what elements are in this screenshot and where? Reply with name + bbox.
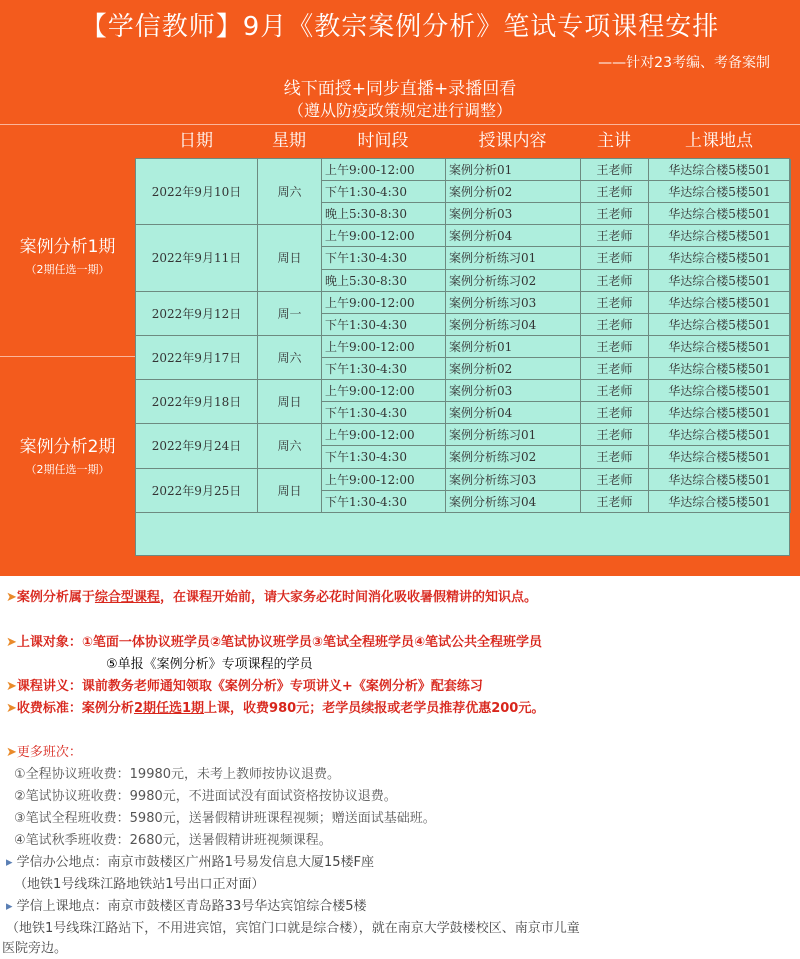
triangle-bullet-icon: ▸ — [6, 899, 17, 914]
content-cell: 案例分析练习04 — [446, 314, 581, 336]
teacher-cell: 王老师 — [581, 446, 649, 468]
arrow-icon: ➤ — [6, 701, 17, 716]
location-cell: 华达综合楼5楼501 — [649, 270, 791, 292]
target-line: ➤上课对象：①笔面一体协议班学员②笔试协议班学员③笔试全程班学员④笔试公共全程班学员 — [6, 635, 542, 650]
time-cell: 下午1:30-4:30 — [322, 314, 446, 336]
column-header-time: 时间段 — [357, 131, 409, 151]
teaching-mode-note: （遵从防疫政策规定进行调整） — [287, 101, 512, 120]
location-cell: 华达综合楼5楼501 — [649, 380, 791, 402]
page-subtitle: ——针对23考编、考备案制 — [598, 55, 770, 71]
content-cell: 案例分析练习04 — [446, 491, 581, 513]
content-cell: 案例分析练习02 — [446, 446, 581, 468]
group-note: （2期任选一期） — [25, 263, 110, 276]
teacher-cell: 王老师 — [581, 270, 649, 292]
time-cell: 下午1:30-4:30 — [322, 358, 446, 380]
teacher-cell: 王老师 — [581, 402, 649, 424]
content-cell: 案例分析04 — [446, 225, 581, 247]
location-cell: 华达综合楼5楼501 — [649, 336, 791, 358]
group-label-2 — [0, 432, 135, 477]
teacher-cell: 王老师 — [581, 424, 649, 446]
weekday-cell: 周日 — [258, 225, 322, 291]
content-cell: 案例分析练习03 — [446, 469, 581, 491]
location-cell: 华达综合楼5楼501 — [649, 203, 791, 225]
time-cell: 下午1:30-4:30 — [322, 446, 446, 468]
target-line-2: ⑤单报《案例分析》专项课程的学员 — [106, 657, 313, 672]
more-class-4: ④笔试秋季班收费：2680元，送暑假精讲班视频课程。 — [14, 833, 332, 848]
content-cell: 案例分析练习01 — [446, 247, 581, 269]
class-address: ▸ 学信上课地点：南京市鼓楼区青岛路33号华达宾馆综合楼5楼 — [6, 899, 367, 914]
weekday-cell: 周六 — [258, 424, 322, 468]
teacher-cell: 王老师 — [581, 336, 649, 358]
location-cell: 华达综合楼5楼501 — [649, 424, 791, 446]
teacher-cell: 王老师 — [581, 380, 649, 402]
time-cell: 上午9:00-12:00 — [322, 292, 446, 314]
group-divider — [0, 356, 135, 357]
time-cell: 上午9:00-12:00 — [322, 469, 446, 491]
teacher-cell: 王老师 — [581, 292, 649, 314]
triangle-bullet-icon: ▸ — [6, 855, 17, 870]
page-title: 【学信教师】9月《教宗案例分析》笔试专项课程安排 — [80, 12, 720, 42]
arrow-icon: ➤ — [6, 635, 17, 650]
teacher-cell: 王老师 — [581, 181, 649, 203]
content-cell: 案例分析04 — [446, 402, 581, 424]
time-cell: 下午1:30-4:30 — [322, 247, 446, 269]
location-cell: 华达综合楼5楼501 — [649, 402, 791, 424]
class-address-note-2: 医院旁边。 — [2, 941, 68, 956]
content-cell: 案例分析02 — [446, 358, 581, 380]
date-cell: 2022年9月12日 — [136, 292, 258, 336]
location-cell: 华达综合楼5楼501 — [649, 358, 791, 380]
location-cell: 华达综合楼5楼501 — [649, 181, 791, 203]
teacher-cell: 王老师 — [581, 203, 649, 225]
location-cell: 华达综合楼5楼501 — [649, 314, 791, 336]
location-cell: 华达综合楼5楼501 — [649, 491, 791, 513]
group-label-1 — [0, 232, 135, 277]
teaching-mode: 线下面授+同步直播+录播回看 — [283, 79, 517, 99]
location-cell: 华达综合楼5楼501 — [649, 159, 791, 181]
weekday-cell: 周六 — [258, 159, 322, 225]
weekday-cell: 周一 — [258, 292, 322, 336]
schedule-table — [135, 158, 790, 556]
date-cell: 2022年9月11日 — [136, 225, 258, 291]
column-header-weekday: 星期 — [272, 131, 306, 151]
date-cell: 2022年9月25日 — [136, 469, 258, 513]
content-cell: 案例分析02 — [446, 181, 581, 203]
location-cell: 华达综合楼5楼501 — [649, 247, 791, 269]
divider — [0, 124, 800, 125]
time-cell: 晚上5:30-8:30 — [322, 270, 446, 292]
date-cell: 2022年9月24日 — [136, 424, 258, 468]
more-classes-title: ➤更多班次： — [6, 745, 82, 760]
location-cell: 华达综合楼5楼501 — [649, 446, 791, 468]
notes-section — [0, 576, 800, 959]
time-cell: 上午9:00-12:00 — [322, 424, 446, 446]
weekday-cell: 周日 — [258, 380, 322, 424]
date-cell: 2022年9月18日 — [136, 380, 258, 424]
office-address: ▸ 学信办公地点：南京市鼓楼区广州路1号易发信息大厦15楼F座 — [6, 855, 374, 870]
time-cell: 下午1:30-4:30 — [322, 181, 446, 203]
time-cell: 下午1:30-4:30 — [322, 402, 446, 424]
weekday-cell: 周日 — [258, 469, 322, 513]
column-header-location: 上课地点 — [685, 131, 753, 151]
time-cell: 上午9:00-12:00 — [322, 225, 446, 247]
group-name: 案例分析1期 — [19, 237, 116, 257]
date-cell: 2022年9月17日 — [136, 336, 258, 380]
content-cell: 案例分析01 — [446, 336, 581, 358]
arrow-icon: ➤ — [6, 590, 17, 605]
content-cell: 案例分析03 — [446, 380, 581, 402]
content-cell: 案例分析练习01 — [446, 424, 581, 446]
time-cell: 上午9:00-12:00 — [322, 159, 446, 181]
time-cell: 晚上5:30-8:30 — [322, 203, 446, 225]
note-line-1: ➤案例分析属于综合型课程，在课程开始前，请大家务必花时间消化吸收暑假精讲的知识点。 — [6, 590, 537, 605]
date-cell: 2022年9月10日 — [136, 159, 258, 225]
time-cell: 下午1:30-4:30 — [322, 491, 446, 513]
office-address-note: （地铁1号线珠江路地铁站1号出口正对面） — [14, 877, 265, 892]
column-header-date: 日期 — [179, 131, 213, 151]
weekday-cell: 周六 — [258, 336, 322, 380]
class-address-note: （地铁1号线珠江路站下，不用进宾馆，宾馆门口就是综合楼），就在南京大学鼓楼校区、南京市儿童 — [6, 921, 580, 936]
column-header-teacher: 主讲 — [597, 131, 631, 151]
location-cell: 华达综合楼5楼501 — [649, 225, 791, 247]
teacher-cell: 王老师 — [581, 314, 649, 336]
group-name: 案例分析2期 — [19, 437, 116, 457]
location-cell: 华达综合楼5楼501 — [649, 292, 791, 314]
teacher-cell: 王老师 — [581, 225, 649, 247]
teacher-cell: 王老师 — [581, 159, 649, 181]
teacher-cell: 王老师 — [581, 358, 649, 380]
teacher-cell: 王老师 — [581, 469, 649, 491]
arrow-icon: ➤ — [6, 679, 17, 694]
column-header-content: 授课内容 — [478, 131, 547, 151]
content-cell: 案例分析练习03 — [446, 292, 581, 314]
more-class-1: ①全程协议班收费：19980元，未考上教师按协议退费。 — [14, 767, 341, 782]
material-line: ➤课程讲义：课前教务老师通知领取《案例分析》专项讲义+《案例分析》配套练习 — [6, 679, 483, 694]
location-cell: 华达综合楼5楼501 — [649, 469, 791, 491]
content-cell: 案例分析练习02 — [446, 270, 581, 292]
teacher-cell: 王老师 — [581, 247, 649, 269]
time-cell: 上午9:00-12:00 — [322, 380, 446, 402]
more-class-2: ②笔试协议班收费：9980元，不进面试没有面试资格按协议退费。 — [14, 789, 397, 804]
time-cell: 上午9:00-12:00 — [322, 336, 446, 358]
teacher-cell: 王老师 — [581, 491, 649, 513]
more-class-3: ③笔试全程班收费：5980元，送暑假精讲班课程视频；赠送面试基础班。 — [14, 811, 436, 826]
content-cell: 案例分析01 — [446, 159, 581, 181]
content-cell: 案例分析03 — [446, 203, 581, 225]
group-note: （2期任选一期） — [25, 463, 110, 476]
fee-line: ➤收费标准：案例分析2期任选1期上课，收费980元；老学员续报或老学员推荐优惠200元。 — [6, 701, 545, 716]
arrow-icon: ➤ — [6, 745, 17, 760]
